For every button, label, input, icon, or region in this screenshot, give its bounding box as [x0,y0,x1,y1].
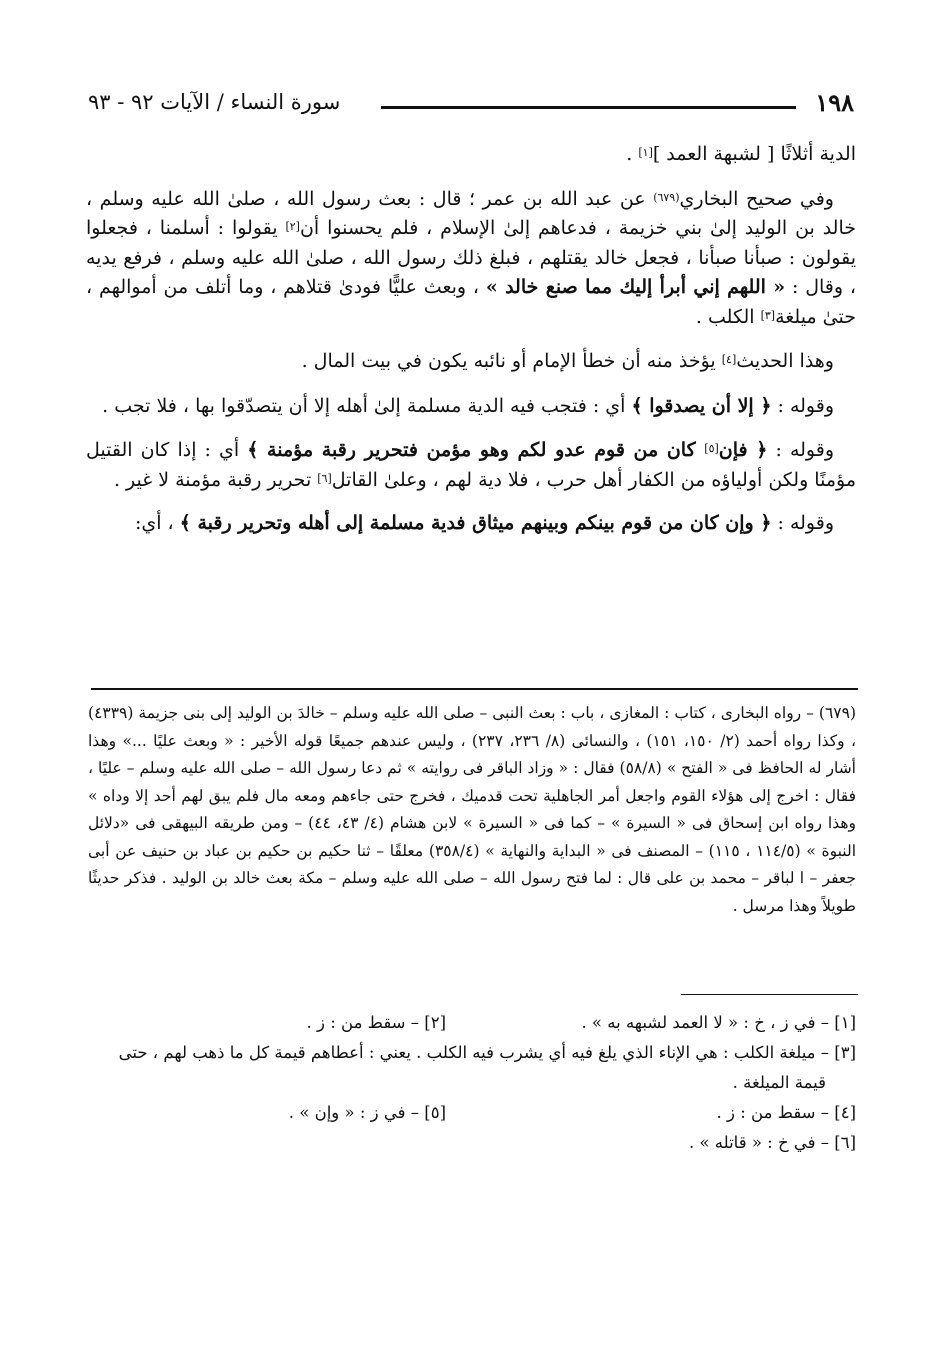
footnote-row [88,1008,856,1038]
header-rule [381,106,796,109]
footnote-marker: [٤] [721,353,737,366]
footnote-marker: [٢] [285,220,300,233]
paragraph: وقوله : ﴿ وإن كان من قوم بينكم وبينهم ميثاق فدية مسلمة إلى أهله وتحرير رقبة ﴾ ، أي: [134,512,834,534]
quran-verse: ﴿ إلا أن يصدقوا ﴾ [631,394,772,417]
page-number: ١٩٨ [815,88,854,117]
footnote-marker: [١] [638,146,653,159]
footnotes [88,1008,856,1158]
paragraph: وقوله : ﴿ إلا أن يصدقوا ﴾ أي : فتجب فيه الدية مسلمة إلىٰ أهله إلا أن يتصدّقوا بها ، فلا تجب . [102,394,834,417]
footnote-2: [٢] – سقط من : ز . [306,1013,446,1032]
main-text [86,140,856,539]
footnote-6: [٦] – في خ : « قاتله » . [688,1133,856,1152]
source-note-rule [91,688,858,690]
footnote-row [88,1128,856,1158]
quran-verse: كان من قوم عدو لكم وهو مؤمن فتحرير رقبة مؤمنة ﴾ [247,439,705,461]
footnote-3: [٣] – ميلغة الكلب : هي الإناء الذي يلغ فيه أي يشرب فيه الكلب . يعني : أعطاهم قيمة كل ما ذهب لهم ، حتى قيمة الميلغة . [118,1043,856,1092]
paragraph: وهذا الحديث[٤] يؤخذ منه أن خطأ الإمام أو نائبه يكون في بيت المال . [301,350,834,372]
footnotes-rule [681,994,858,995]
footnote-4: [٤] – سقط من : ز . [716,1103,856,1122]
footnote-5: [٥] – في ز : « وإن » . [288,1103,446,1122]
footnote-marker: [٣] [760,308,776,322]
footnote-1: [١] – في ز ، خ : « لا العمد لشبهه به » . [581,1013,856,1032]
source-note [88,700,856,920]
paragraph: وقوله : ﴿ فإن[٥] كان من قوم عدو لكم وهو مؤمن فتحرير رقبة مؤمنة ﴾ أي : إذا كان القتيل مؤمنًا ولكن أولياؤه من الكفار أهل حرب ، فلا دية لهم ، وعلىٰ القاتل[٦] تحرير رقبة مؤمنة لا غير . [86,439,856,491]
paragraph: الدية أثلاثًا [ لشبهة العمد ][١] . [626,143,856,165]
hadith-quote: « اللهم إني أبرأ إليك مما صنع خالد » [485,276,786,298]
page-header [88,88,854,124]
paragraph: وفي صحيح البخاري$^{(٦٧٩)}$ عن عبد الله بن عمر ؛ قال : بعث رسول الله ، صلىٰ الله عليه وسلم ، خالد بن الوليد إلىٰ بني خزيمة ، فدعاهم إلىٰ الإسلام ، فلم يحسنوا أن[٢] يقولوا : أسلمنا ، فجعلوا يقولون : صبأنا صبأنا ، فجعل خالد يقتلهم ، فبلغ ذلك رسول الله ، صلىٰ الله عليه وسلم ، فرفع يديه ، وقال : « اللهم إني أبرأ إليك مما صنع خالد » ، وبعث عليًّا فودىٰ قتلاهم ، وما أتلف من أموالهم ، حتىٰ ميلغة[٣] الكلب . [86,187,856,328]
running-title: سورة النساء / الآيات ٩٢ - ٩٣ [88,90,341,114]
footnote-marker: [٦] [317,471,332,485]
quran-verse: ﴿ فإن [718,439,768,461]
source-note-text: (٦٧٩) – رواه البخارى ، كتاب : المغازى ، باب : بعث النبى – صلى الله عليه وسلم – خالدَ بن الوليد إلى بنى جزيمة (٤٣٣٩) ، وكذا رواه أحمد (٢/ ١٥٠، ١٥١) ، والنسائى (٨/ ٢٣٦، ٢٣٧) ، وليس عندهم جميعًا قوله الأخير : « وبعث عليًا ...» وهذا أشار له الحافظ فى « الفتح » (٥٨/٨) فقال : « وزاد الباقر فى روايته » ثم دعا رسول الله – صلى الله عليه وسلم – عليًا ، فقال : اخرج إلى هؤلاء القوم واجعل أمر الجاهلية تحت قدميك ، فخرج حتى جاءهم ومعه مال فلم يبق لهم أحد إلا وداه » وهذا رواه ابن إسحاق فى « السيرة » – كما فى « السيرة » لابن هشام (٤/ ٤٣، ٤٤) – ومن طريقه البيهقى فى «دلائل النبوة » (١١٤/٥ ، ١١٥) – المصنف فى « البداية والنهاية » (٣٥٨/٤) معلقًا – ثنا حكيم بن حكيم بن عباد بن حنيف عن أبى جعفر – ا لباقر – محمد بن على قال : لما فتح رسول الله – صلى الله عليه وسلم – مكة بعث خالد بن الوليد . فذكر حديثًا طويلاً وهذا مرسل . [88,704,857,915]
footnote-row [88,1098,856,1128]
footnote-marker: [٥] [704,442,719,455]
quran-verse: ﴿ وإن كان من قوم بينكم وبينهم ميثاق فدية مسلمة إلى أهله وتحرير رقبة ﴾ [179,512,772,534]
reference-marker: (٦٧٩) [653,190,680,204]
